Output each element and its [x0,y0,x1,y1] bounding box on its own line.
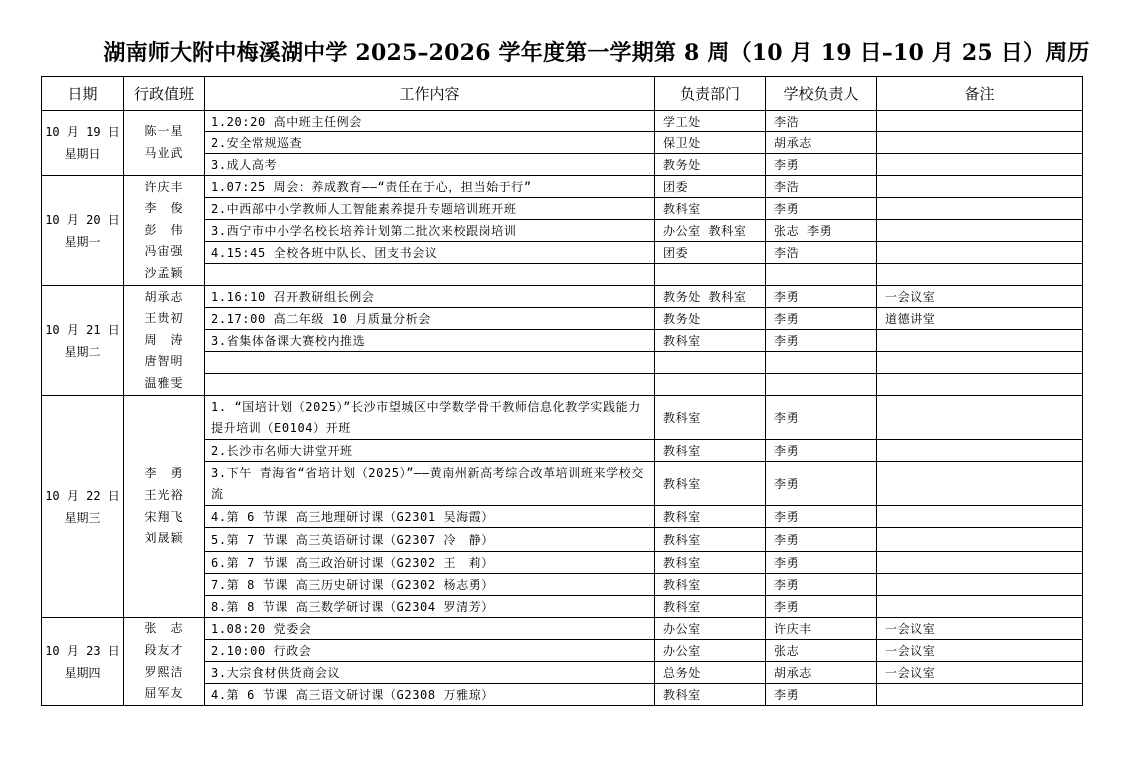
date-cell [42,176,124,286]
leader-cell: 李勇 [766,684,877,706]
dept-cell: 教科室 [655,596,766,618]
dept-cell: 教科室 [655,574,766,596]
leader-cell: 李勇 [766,596,877,618]
note-cell [877,242,1083,264]
dept-cell: 团委 [655,242,766,264]
leader-cell: 李浩 [766,176,877,198]
duty-person: 冯宙强 [144,244,184,259]
duty-cell [124,111,205,176]
table-body [42,111,1083,706]
leader-cell: 李勇 [766,440,877,462]
work-cell: 1.16:10 召开教研组长例会 [205,286,655,308]
table-row [42,286,1083,308]
dept-cell: 保卫处 [655,132,766,154]
work-cell [205,374,655,396]
note-cell: 一会议室 [877,662,1083,684]
leader-cell [766,374,877,396]
dept-cell: 教科室 [655,528,766,552]
duty-person: 许庆丰 [144,179,184,194]
duty-person: 刘晟颖 [144,531,184,546]
work-cell: 3.西宁市中小学名校长培养计划第二批次来校跟岗培训 [205,220,655,242]
dept-cell: 学工处 [655,111,766,132]
table-row [42,111,1083,132]
work-cell: 7.第 8 节课 高三历史研讨课（G2302 杨志勇） [205,574,655,596]
duty-person: 罗熙洁 [144,664,184,679]
duty-person: 周 涛 [144,332,184,347]
header-dept: 负责部门 [655,77,766,111]
leader-cell: 李勇 [766,308,877,330]
dept-cell: 办公室 [655,618,766,640]
leader-cell: 张志 [766,640,877,662]
dept-cell: 总务处 [655,662,766,684]
work-cell: 6.第 7 节课 高三政治研讨课（G2302 王 莉） [205,552,655,574]
date-cell [42,618,124,706]
duty-person: 段友才 [144,642,184,657]
duty-person: 李 勇 [144,466,184,481]
note-cell: 一会议室 [877,640,1083,662]
note-cell: 道德讲堂 [877,308,1083,330]
dept-cell: 教务处 [655,308,766,330]
work-cell: 8.第 8 节课 高三数学研讨课（G2304 罗清芳） [205,596,655,618]
leader-cell: 李勇 [766,330,877,352]
duty-person: 温雅雯 [144,375,184,390]
note-cell [877,528,1083,552]
work-cell: 4.第 6 节课 高三语文研讨课（G2308 万雅琼） [205,684,655,706]
leader-cell [766,352,877,374]
work-cell: 3.省集体备课大赛校内推选 [205,330,655,352]
note-cell [877,198,1083,220]
work-cell: 4.15:45 全校各班中队长、团支书会议 [205,242,655,264]
table-row [42,396,1083,440]
duty-person: 王光裕 [144,487,184,502]
date-cell [42,286,124,396]
work-cell: 1.07:25 周会：养成教育——“责任在于心，担当始于行” [205,176,655,198]
page-title: 湖南师大附中梅溪湖中学 2025–2026 学年度第一学期第 8 周（10 月 19 日–10 月 25 日）周历 [103,40,1090,66]
table-header-row [42,77,1083,111]
duty-person: 陈一星 [144,124,184,139]
leader-cell: 李勇 [766,286,877,308]
leader-cell: 张志 李勇 [766,220,877,242]
weekday-text: 星期四 [64,665,101,680]
dept-cell: 教科室 [655,440,766,462]
work-cell: 2.安全常规巡查 [205,132,655,154]
dept-cell [655,374,766,396]
date-text: 10 月 22 日 [45,488,120,503]
dept-cell: 办公室 [655,640,766,662]
dept-cell: 团委 [655,176,766,198]
duty-cell [124,286,205,396]
work-cell: 3.成人高考 [205,154,655,176]
dept-cell: 教科室 [655,684,766,706]
note-cell [877,574,1083,596]
weekday-text: 星期三 [64,510,101,525]
duty-person: 张 志 [144,621,184,636]
note-cell [877,330,1083,352]
weekday-text: 星期二 [64,344,101,359]
leader-cell: 李勇 [766,552,877,574]
leader-cell: 李勇 [766,154,877,176]
note-cell [877,374,1083,396]
note-cell [877,132,1083,154]
note-cell [877,684,1083,706]
header-work: 工作内容 [205,77,655,111]
work-cell [205,264,655,286]
duty-person: 李 俊 [144,201,184,216]
work-cell: 1.20:20 高中班主任例会 [205,111,655,132]
leader-cell: 胡承志 [766,662,877,684]
leader-cell: 李浩 [766,242,877,264]
leader-cell: 李勇 [766,198,877,220]
date-cell [42,111,124,176]
date-text: 10 月 19 日 [45,125,120,139]
duty-cell [124,396,205,618]
table-row [42,618,1083,640]
header-note: 备注 [877,77,1083,111]
leader-cell: 李浩 [766,111,877,132]
dept-cell [655,352,766,374]
dept-cell: 办公室 教科室 [655,220,766,242]
note-cell [877,176,1083,198]
work-cell: 1.08:20 党委会 [205,618,655,640]
work-cell: 3.大宗食材供货商会议 [205,662,655,684]
work-cell: 5.第 7 节课 高三英语研讨课（G2307 冷 静） [205,528,655,552]
leader-cell: 胡承志 [766,132,877,154]
leader-cell: 李勇 [766,396,877,440]
note-cell [877,552,1083,574]
dept-cell: 教务处 教科室 [655,286,766,308]
duty-cell [124,618,205,706]
leader-cell: 李勇 [766,528,877,552]
note-cell [877,440,1083,462]
header-duty: 行政值班 [124,77,205,111]
work-cell: 2.长沙市名师大讲堂开班 [205,440,655,462]
note-cell [877,352,1083,374]
work-cell [205,352,655,374]
dept-cell [655,264,766,286]
duty-person: 王贵初 [144,311,184,326]
leader-cell: 李勇 [766,506,877,528]
work-cell: 1. “国培计划（2025）”长沙市望城区中学数学骨干教师信息化教学实践能力提升培训（E0104）开班 [205,396,655,440]
date-text: 10 月 21 日 [45,322,120,337]
note-cell [877,596,1083,618]
weekday-text: 星期一 [64,234,101,249]
leader-cell [766,264,877,286]
leader-cell: 李勇 [766,574,877,596]
weekday-text: 星期日 [64,147,101,161]
header-leader: 学校负责人 [766,77,877,111]
note-cell [877,154,1083,176]
duty-person: 马业武 [144,146,184,160]
dept-cell: 教科室 [655,198,766,220]
note-cell [877,462,1083,506]
leader-cell: 许庆丰 [766,618,877,640]
date-cell [42,396,124,618]
duty-cell [124,176,205,286]
duty-person: 宋翔飞 [144,509,184,524]
header-date: 日期 [42,77,124,111]
dept-cell: 教科室 [655,462,766,506]
duty-person: 屈军友 [144,686,184,701]
duty-person: 胡承志 [144,289,184,304]
dept-cell: 教务处 [655,154,766,176]
note-cell [877,396,1083,440]
table-row [42,176,1083,198]
note-cell [877,111,1083,132]
work-cell: 4.第 6 节课 高三地理研讨课（G2301 吴海霞） [205,506,655,528]
note-cell [877,220,1083,242]
work-cell: 3.下午 青海省“省培计划（2025）”——黄南州新高考综合改革培训班来学校交流 [205,462,655,506]
date-text: 10 月 23 日 [45,643,120,658]
leader-cell: 李勇 [766,462,877,506]
duty-person: 彭 伟 [144,222,184,237]
dept-cell: 教科室 [655,330,766,352]
date-text: 10 月 20 日 [45,212,120,227]
dept-cell: 教科室 [655,396,766,440]
work-cell: 2.中西部中小学教师人工智能素养提升专题培训班开班 [205,198,655,220]
weekly-calendar-table [41,76,1083,706]
dept-cell: 教科室 [655,506,766,528]
duty-person: 唐智明 [144,354,184,369]
note-cell: 一会议室 [877,618,1083,640]
work-cell: 2.10:00 行政会 [205,640,655,662]
work-cell: 2.17:00 高二年级 10 月质量分析会 [205,308,655,330]
dept-cell: 教科室 [655,552,766,574]
note-cell [877,506,1083,528]
note-cell: 一会议室 [877,286,1083,308]
duty-person: 沙孟颖 [144,265,184,280]
note-cell [877,264,1083,286]
